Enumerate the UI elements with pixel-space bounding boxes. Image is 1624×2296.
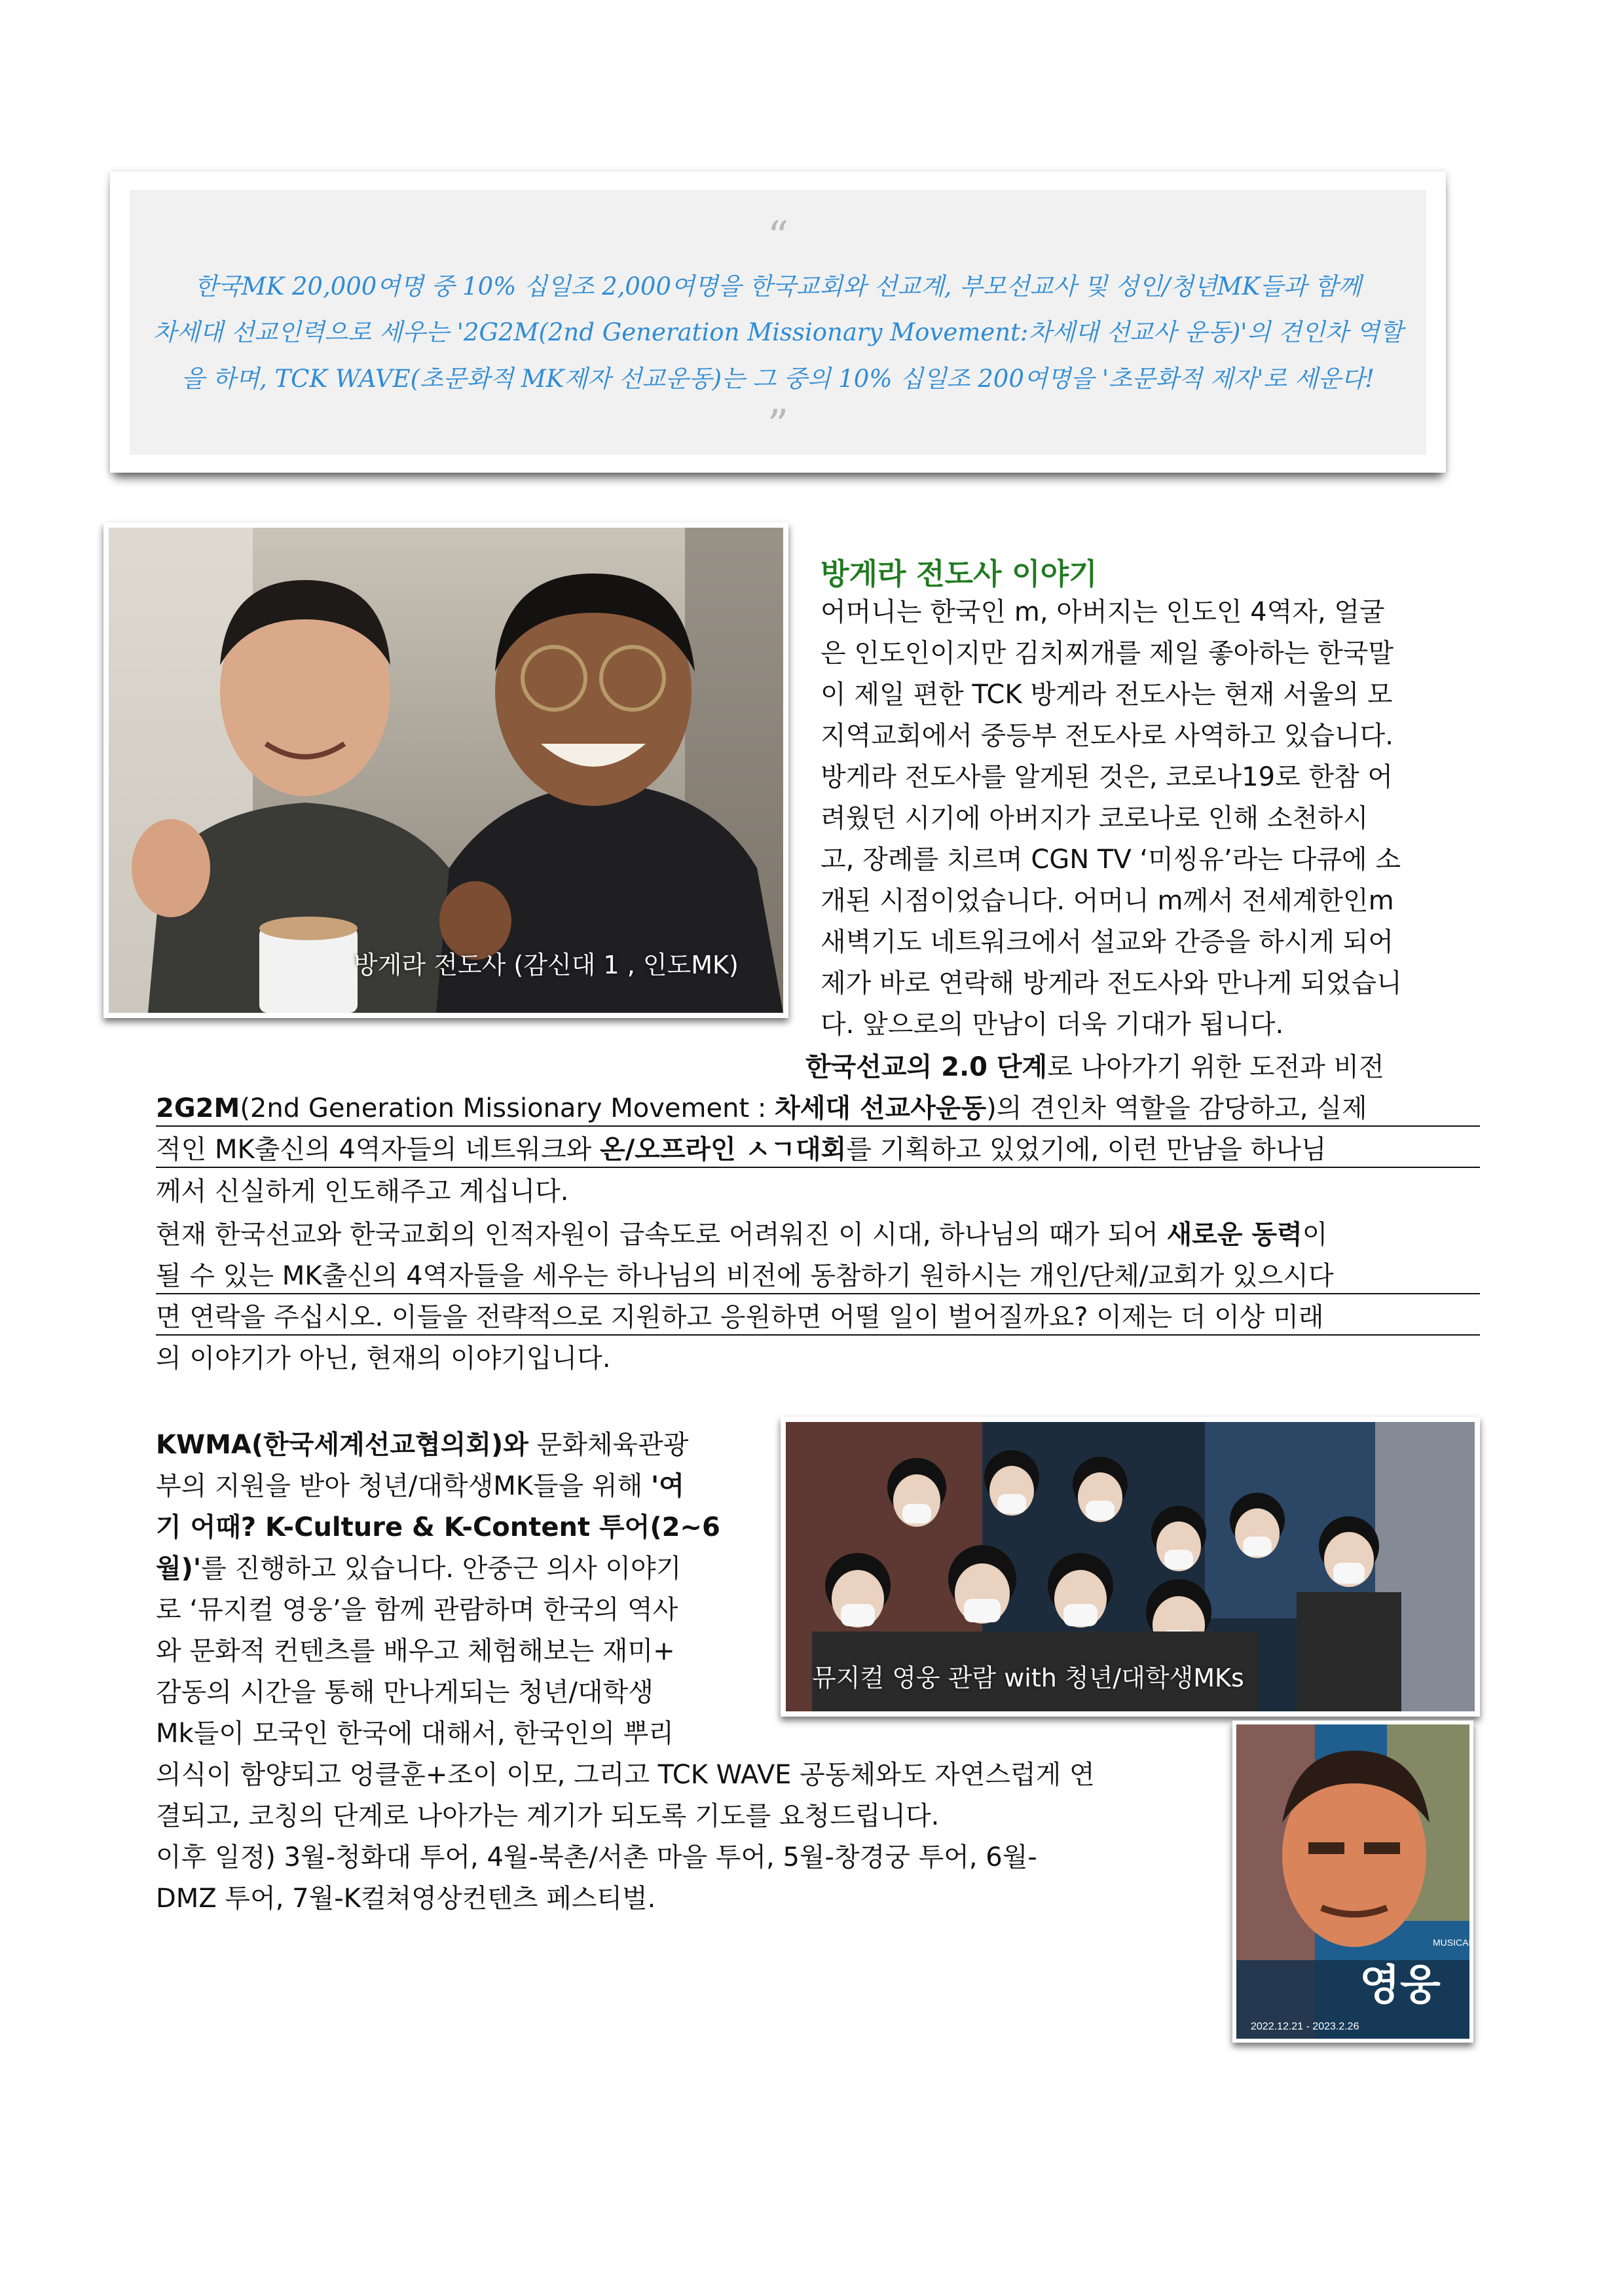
s1-p3-line-1: 현재 한국선교와 한국교회의 인적자원이 급속도로 어려워진 이 시대, 하나님의 때가 되어 새로운 동력이: [156, 1220, 1328, 1250]
s1-line-9: 새벽기도 네트워크에서 설교와 간증을 하시게 되어: [821, 927, 1394, 957]
s1-p2-line-1: 한국선교의 2.0 단계로 나아가기 위한 도전과 비전: [805, 1052, 1384, 1082]
s1-p2-line-3: 적인 MK출신의 4역자들의 네트워크와 온/오프라인 ㅅㄱ대회를 기획하고 있었기에, 이런 만남을 하나님: [156, 1137, 1480, 1168]
s2-line-7: 감동의 시간을 통해 만나게되는 청년/대학생: [156, 1677, 654, 1707]
close-quote-icon: ”: [767, 401, 789, 450]
s1-line-10: 제가 바로 연락해 방게라 전도사와 만나게 되었습니: [821, 968, 1402, 998]
s1-p2-line-4: 께서 신실하게 인도해주고 계십니다.: [156, 1176, 569, 1207]
photo2-caption: 뮤지컬 영웅 관람 with 청년/대학생MKs: [812, 1664, 1244, 1692]
s1-p3-line-4: 의 이야기가 아닌, 현재의 이야기입니다.: [156, 1343, 611, 1374]
poster-dates: 2022.12.21 - 2023.2.26: [1251, 2021, 1359, 2032]
s2-line-5: 로 ‘뮤지컬 영웅’을 함께 관람하며 한국의 역사: [156, 1595, 678, 1625]
quote-line-3: 을 하며, TCK WAVE(초문화적 MK제자 선교운동)는 그 중의 10% 십일조 200여명을 '초문화적 제자'로 세운다!: [181, 365, 1375, 393]
s1-p3-line-3: 면 연락을 주십시오. 이들을 전략적으로 지원하고 응원하면 어떨 일이 벌어질까요? 이제는 더 이상 미래: [156, 1304, 1480, 1336]
s2-line-3: 기 어때? K-Culture & K-Content 투어(2~6: [156, 1512, 720, 1542]
photo-group-musical: [781, 1417, 1480, 1717]
open-quote-icon: “: [767, 213, 789, 261]
s1-p3-line-2: 될 수 있는 MK출신의 4역자들을 세우는 하나님의 비전에 동참하기 원하시는 개인/단체/교회가 있으시다: [156, 1263, 1480, 1294]
s1-line-6: 려웠던 시기에 아버지가 코로나로 인해 소천하시: [821, 803, 1369, 833]
s1-line-11: 다. 앞으로의 만남이 더욱 기대가 됩니다.: [821, 1010, 1284, 1040]
photo1-caption: 방게라 전도사 (감신대 1 , 인도MK): [354, 951, 739, 979]
s1-line-5: 방게라 전도사를 알게된 것은, 코로나19로 한참 어: [821, 762, 1393, 792]
quote-line-2: 차세대 선교인력으로 세우는 '2G2M(2nd Generation Missionary Movement:차세대 선교사 운동)'의 견인차 역할: [153, 318, 1403, 346]
s2-line-1: KWMA(한국세계선교협의회)와 문화체육관광: [156, 1430, 689, 1460]
s1-p2-line-2: 2G2M(2nd Generation Missionary Movement : 차세대 선교사운동)의 견인차 역할을 감당하고, 실제: [156, 1095, 1480, 1127]
s1-line-3: 이 제일 편한 TCK 방게라 전도사는 현재 서울의 모: [821, 680, 1393, 710]
s2-line-8: Mk들이 모국인 한국에 대해서, 한국인의 뿌리: [156, 1719, 674, 1749]
quote-box: [110, 172, 1446, 473]
musical-poster: [1232, 1721, 1473, 2043]
s1-line-8: 개된 시점이었습니다. 어머니 m께서 전세계한인m: [821, 886, 1394, 916]
poster-subtitle: MUSICAL: [1433, 1937, 1474, 1948]
quote-line-1: 한국MK 20,000여명 중 10% 십일조 2,000여명을 한국교회와 선교계, 부모선교사 및 성인/청년MK들과 함께: [194, 272, 1361, 301]
s2-line-10: 결되고, 코칭의 단계로 나아가는 계기가 되도록 기도를 요청드립니다.: [156, 1801, 940, 1831]
poster-image: [1236, 1724, 1474, 2039]
section1-heading: 방게라 전도사 이야기: [821, 556, 1098, 591]
poster-title: 영웅: [1359, 1961, 1441, 2010]
quote-panel: [130, 190, 1426, 455]
s1-line-2: 은 인도인이지만 김치찌개를 제일 좋아하는 한국말: [821, 638, 1394, 668]
s2-line-12: DMZ 투어, 7월-K컬쳐영상컨텐츠 페스티벌.: [156, 1884, 656, 1914]
s2-line-4: 월)'를 진행하고 있습니다. 안중근 의사 이야기: [156, 1554, 682, 1584]
s2-line-11: 이후 일정) 3월-청화대 투어, 4월-북촌/서촌 마을 투어, 5월-창경궁 투어, 6월-: [156, 1842, 1037, 1872]
s2-line-9: 의식이 함양되고 엉클훈+조이 이모, 그리고 TCK WAVE 공동체와도 자연스럽게 연: [156, 1760, 1095, 1790]
s1-line-1: 어머니는 한국인 m, 아버지는 인도인 4역자, 얼굴: [821, 597, 1385, 627]
selfie-image: [109, 528, 783, 1013]
s1-line-4: 지역교회에서 중등부 전도사로 사역하고 있습니다.: [821, 721, 1394, 751]
s1-line-7: 고, 장례를 치르며 CGN TV ‘미씽유’라는 다큐에 소: [821, 845, 1401, 875]
photo-pastor-selfie: [103, 522, 788, 1018]
s2-line-6: 와 문화적 컨텐츠를 배우고 체험해보는 재미+: [156, 1636, 675, 1666]
s2-line-2: 부의 지원을 받아 청년/대학생MK들을 위해 '여: [156, 1471, 684, 1501]
